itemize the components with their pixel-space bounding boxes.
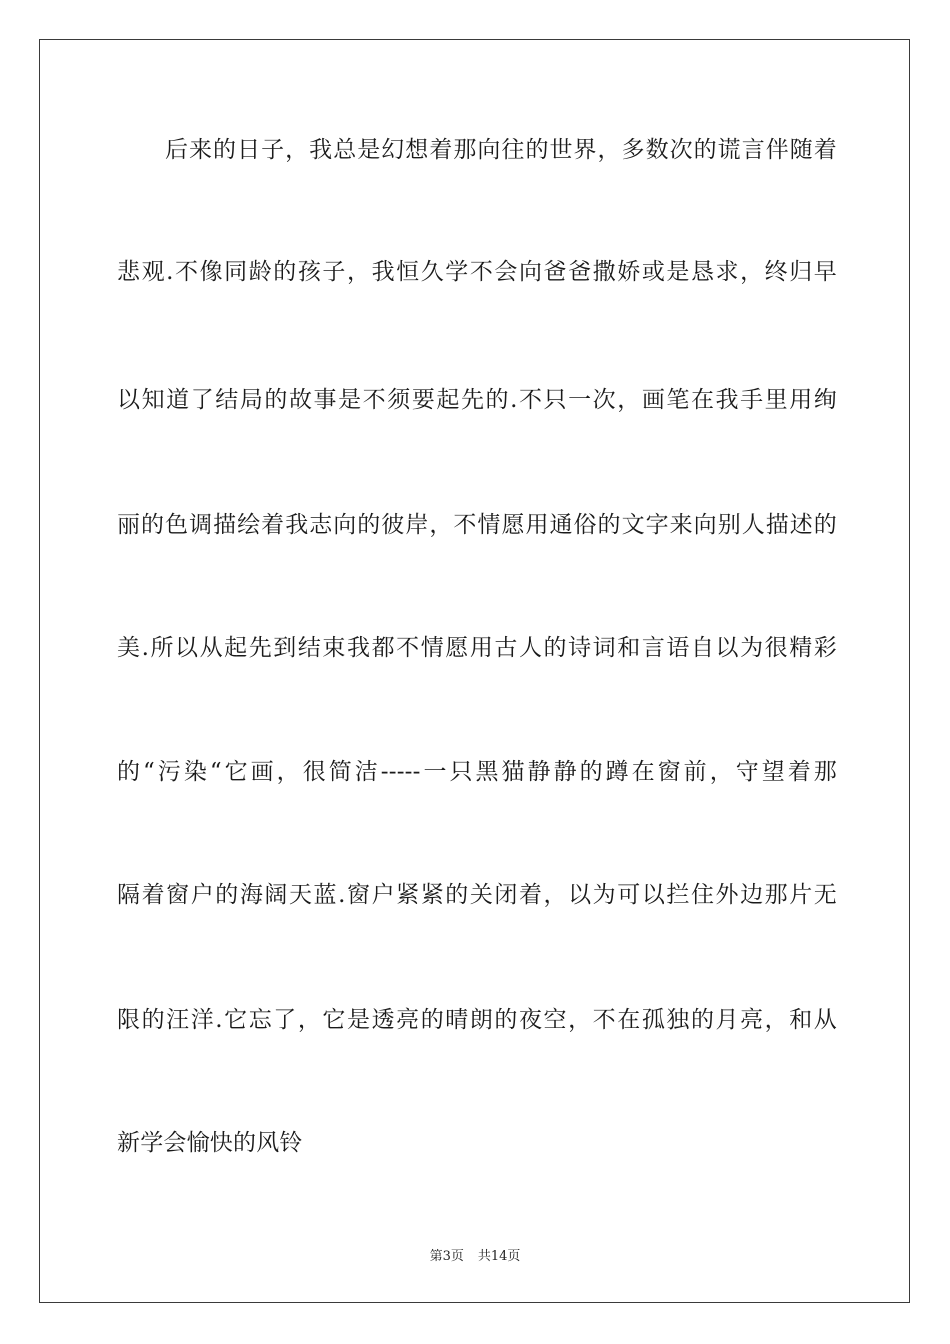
paragraph-line: 的“污染“它画，很简洁-----一只黑猫静静的蹲在窗前，守望着那: [117, 759, 837, 785]
paragraph-line: 隔着窗户的海阔天蓝.窗户紧紧的关闭着，以为可以拦住外边那片无: [117, 882, 837, 908]
paragraph-line: 以知道了结局的故事是不须要起先的.不只一次，画笔在我手里用绚: [117, 387, 837, 413]
paragraph-line-last: 新学会愉快的风铃: [117, 1130, 303, 1156]
page-number: 第3页: [429, 1249, 464, 1264]
paragraph-line: 美.所以从起先到结束我都不情愿用古人的诗词和言语自以为很精彩: [117, 635, 837, 661]
paragraph-line: 丽的色调描绘着我志向的彼岸，不情愿用通俗的文字来向别人描述的: [117, 512, 837, 538]
page-total: 共14页: [477, 1249, 521, 1264]
paragraph-line: 悲观.不像同龄的孩子，我恒久学不会向爸爸撒娇或是恳求，终归早: [117, 259, 837, 285]
paragraph-line: 限的汪洋.它忘了，它是透亮的晴朗的夜空，不在孤独的月亮，和从: [117, 1007, 837, 1033]
page-footer: [0, 1248, 950, 1266]
paragraph-line: 后来的日子，我总是幻想着那向往的世界，多数次的谎言伴随着: [165, 137, 837, 163]
page-border: [39, 39, 910, 1303]
